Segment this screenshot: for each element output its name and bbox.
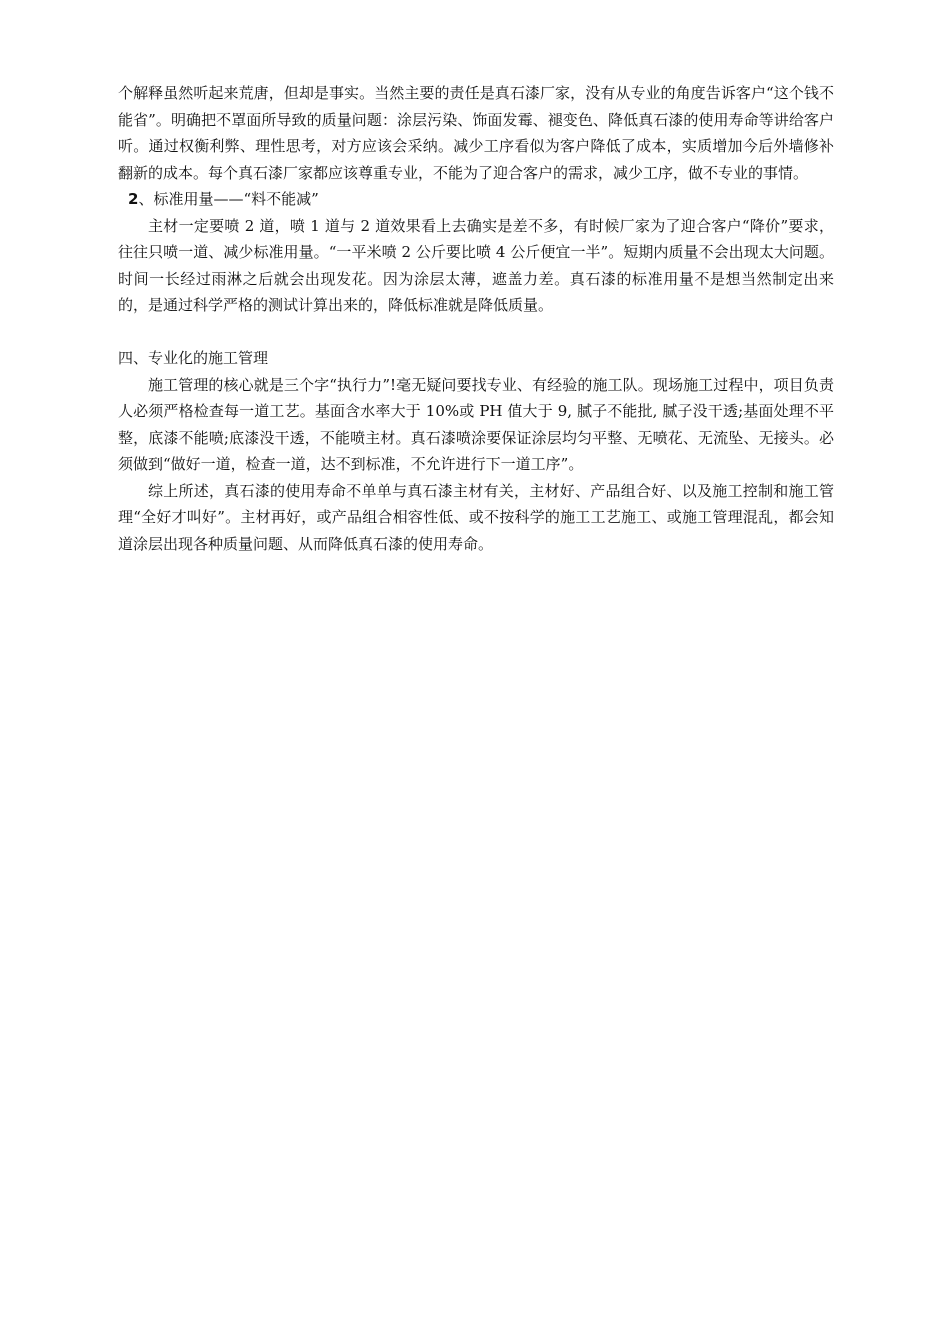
section-heading-construction-management: 四、专业化的施工管理 [118,349,269,367]
paragraph-construction-management: 施工管理的核心就是三个字“执行力”!毫无疑问要找专业、有经验的施工队。现场施工过程中，项目负责人必须严格检查每一道工艺。基面含水率大于 10%或 PH 值大于 9, 腻子不能批, 腻子没干透;基面处理不平整，底漆不能喷;底漆没干透，不能喷主材。真石漆喷涂要保证涂层均匀平整、无喷花、无流坠、无接头。必须做到“做好一道，检查一道，达不到标准，不允许进行下一道工序”。 [118,375,834,473]
paragraph-cost-explanation: 个解释虽然听起来荒唐，但却是事实。当然主要的责任是真石漆厂家，没有从专业的角度告诉客户“这个钱不能省”。明确把不罩面所导致的质量问题：涂层污染、饰面发霉、褪变色、降低真石漆的使用寿命等讲给客户听。通过权衡利弊、理性思考，对方应该会采纳。减少工序看似为客户降低了成本，实质增加今后外墙修补翻新的成本。每个真石漆厂家都应该尊重专业，不能为了迎合客户的需求，减少工序，做不专业的事情。 [118,84,834,182]
subheading-number: 2 [128,190,139,208]
paragraph-standard-dosage: 主材一定要喷 2 道，喷 1 道与 2 道效果看上去确实是差不多，有时候厂家为了迎合客户“降价”要求，往往只喷一道、减少标准用量。“一平米喷 2 公斤要比喷 4 公斤便宜一半”。短期内质量不会出现太大问题。时间一长经过雨淋之后就会出现发花。因为涂层太薄，遮盖力差。真石漆的标准用量不是想当然制定出来的，是通过科学严格的测试计算出来的，降低标准就是降低质量。 [118,216,834,314]
document-page [118,80,834,557]
paragraph-conclusion: 综上所述，真石漆的使用寿命不单单与真石漆主材有关，主材好、产品组合好、以及施工控制和施工管理“全好才叫好”。主材再好，或产品组合相容性低、或不按科学的施工工艺施工、或施工管理混乱，都会知道涂层出现各种质量问题、从而降低真石漆的使用寿命。 [118,481,834,553]
subheading-text: 、标准用量——“料不能减” [138,190,319,208]
subheading-standard-dosage [118,186,834,213]
